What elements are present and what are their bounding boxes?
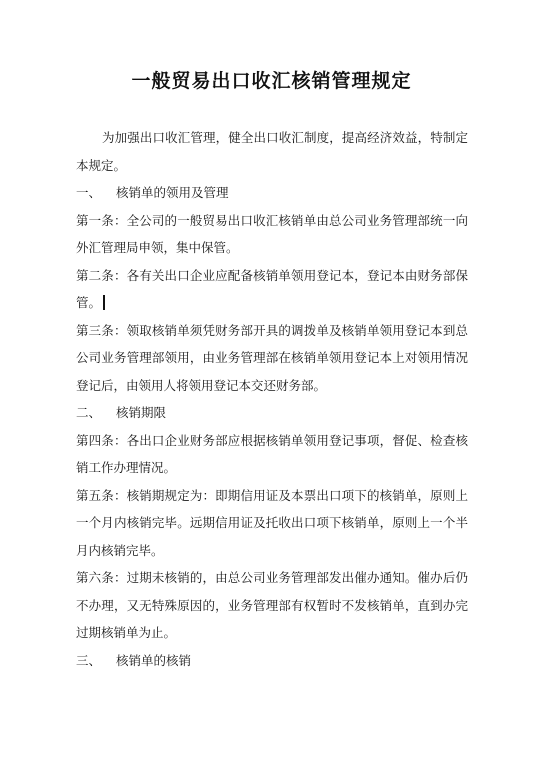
article-1: 第一条：全公司的一般贸易出口收汇核销单由总公司业务管理部统一向外汇管理局申领，集中保管。 (76, 212, 468, 255)
section-title: 核销单的核销 (116, 652, 192, 668)
text-cursor (103, 295, 105, 310)
section-title: 核销期限 (116, 405, 167, 420)
article-4: 第四条：各出口企业财务部应根据核销单领用登记事项，督促、检查核销工作办理情况。 (76, 432, 468, 475)
section-number: 三、 (76, 652, 102, 668)
article-5: 第五条：核销期规定为：即期信用证及本票出口项下的核销单，原则上一个月内核销完毕。远期信用证及托收出口项下核销单，原则上一个半月内核销完毕。 (76, 487, 468, 558)
section-number: 一、 (76, 185, 102, 200)
section-heading-1 (76, 179, 468, 207)
document-body[interactable] (76, 124, 468, 674)
article-6: 第六条：过期未核销的，由总公司业务管理部发出催办通知。催办后仍不办理，又无特殊原因的，业务管理部有权暂时不发核销单，直到办完过期核销单为止。 (76, 570, 468, 640)
intro-paragraph: 为加强出口收汇管理，健全出口收汇制度，提高经济效益，特制定本规定。 (76, 130, 468, 173)
section-number: 二、 (76, 405, 102, 420)
article-2 (76, 262, 468, 317)
document-title: 一般贸易出口收汇核销管理规定 (131, 70, 412, 92)
section-heading-2 (76, 399, 468, 427)
section-heading-3 (76, 647, 468, 675)
section-title: 核销单的领用及管理 (116, 185, 229, 200)
article-3: 第三条：领取核销单须凭财务部开具的调拨单及核销单领用登记本到总公司业务管理部领用，由业务管理部在核销单领用登记本上对领用情况登记后，由领用人将领用登记本交还财务部。 (76, 322, 468, 393)
article-2-text: 第二条：各有关出口企业应配备核销单领用登记本，登记本由财务部保管。 (76, 267, 468, 310)
